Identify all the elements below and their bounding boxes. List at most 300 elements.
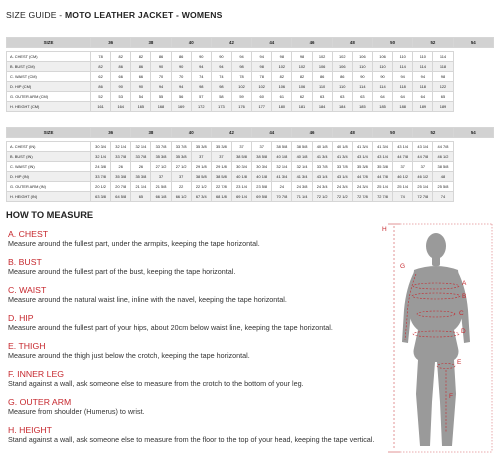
size-header-row [7, 38, 494, 48]
table-cell: 78 [252, 72, 272, 82]
label-c: C [459, 310, 464, 317]
label-e: E [457, 359, 462, 366]
table-cell: 106 [332, 62, 352, 72]
measure-item-height [8, 425, 380, 444]
row-label: C. WAIST (IN) [7, 162, 91, 172]
table-cell: 72 1/2 [312, 192, 332, 202]
table-cell: 90 [191, 52, 211, 62]
row-label: H. HEIGHT (CM) [7, 102, 91, 112]
size-table-cm [6, 37, 494, 112]
size-header-cell: 48 [332, 128, 372, 138]
table-cell: 40 1/8 [252, 172, 272, 182]
table-cell: 61 [272, 92, 292, 102]
table-cell: 35 3/8 [151, 152, 171, 162]
table-cell: 27 1/2 [171, 162, 191, 172]
row-label: B. BUST (IN) [7, 152, 91, 162]
table-cell: 30 3/4 [231, 162, 251, 172]
table-cell: 177 [252, 102, 272, 112]
table-cell: 24 3/4 [312, 182, 332, 192]
table-cell: 32 1/4 [131, 142, 151, 152]
measure-description: Measure around the fullest part of your hips, about 20cm below waist line, keeping the tape horizontal. [8, 323, 333, 332]
table-cell: 30 3/4 [252, 162, 272, 172]
table-cell: 46 1/2 [393, 172, 413, 182]
table-cell: 59 [231, 92, 251, 102]
table-cell: 82 [272, 72, 292, 82]
table-cell: 72 7/8 [372, 192, 392, 202]
table-cell: 20 1/2 [91, 182, 111, 192]
table-cell: 184 [332, 102, 352, 112]
table-cell: 74 [393, 192, 413, 202]
size-header-cell: 54 [453, 128, 493, 138]
table-cell: 37 [413, 162, 433, 172]
table-cell: 56 [171, 92, 191, 102]
table-cell: 110 [352, 62, 372, 72]
table-cell: 94 [171, 82, 191, 92]
table-cell: 102 [332, 52, 352, 62]
table-cell: 114 [413, 62, 433, 72]
table-cell: 118 [393, 82, 413, 92]
table-cell: 43 1/4 [372, 152, 392, 162]
table-cell: 172 [191, 102, 211, 112]
table-cell: 164 [111, 102, 131, 112]
table-cell: 114 [433, 52, 453, 62]
table-cell: 40 1/8 [312, 142, 332, 152]
table-row [7, 92, 494, 102]
table-cell: 48 [433, 172, 453, 182]
table-cell: 78 [231, 72, 251, 82]
table-cell: 66 [111, 72, 131, 82]
table-cell: 66 1/2 [171, 192, 191, 202]
measure-heading: D. HIP [8, 313, 34, 323]
table-cell: 72 1/2 [332, 192, 352, 202]
table-cell: 184 [312, 102, 332, 112]
table-cell: 176 [231, 102, 251, 112]
table-row [7, 72, 494, 82]
measure-heading: B. BUST [8, 257, 42, 267]
table-cell: 86 [111, 62, 131, 72]
measure-item-outer-arm [8, 397, 380, 416]
measure-item-thigh [8, 341, 380, 360]
size-header-cell: 50 [372, 38, 412, 48]
table-cell: 60 [252, 92, 272, 102]
table-cell: 82 [131, 52, 151, 62]
table-row [7, 172, 494, 182]
table-cell: 24 3/4 [352, 182, 372, 192]
measure-description: Measure from shoulder (Humerus) to wrist. [8, 407, 145, 416]
size-header-cell: 46 [292, 38, 332, 48]
table-cell: 110 [393, 52, 413, 62]
table-cell: 70 [151, 72, 171, 82]
table-cell: 169 [171, 102, 191, 112]
table-cell: 44 7/8 [372, 172, 392, 182]
table-cell: 35 3/8 [131, 172, 151, 182]
measure-description: Measure around the thigh just below the crotch, keeping the tape horizontal. [8, 351, 250, 360]
table-cell: 98 [292, 52, 312, 62]
table-cell: 62 [91, 72, 111, 82]
table-cell: 118 [433, 62, 453, 72]
table-cell: 37 [171, 172, 191, 182]
row-label: D. HIP (CM) [7, 82, 91, 92]
table-cell: 118 [413, 82, 433, 92]
table-cell: 110 [413, 52, 433, 62]
table-cell: 37 [252, 142, 272, 152]
table-cell: 25 1/4 [413, 182, 433, 192]
table-cell: 38 5/8 [231, 152, 251, 162]
table-cell: 189 [433, 102, 453, 112]
table-cell: 63 [352, 92, 372, 102]
table-cell: 35 3/8 [111, 172, 131, 182]
table-cell: 98 [211, 82, 231, 92]
measure-item-hip [8, 313, 380, 332]
table-cell: 180 [272, 102, 292, 112]
table-cell: 41 3/4 [292, 172, 312, 182]
size-header-cell: 46 [292, 128, 332, 138]
table-cell: 22 7/8 [211, 182, 231, 192]
table-row [7, 192, 494, 202]
table-cell: 90 [372, 72, 392, 82]
table-cell: 74 [211, 72, 231, 82]
table-cell: 41 3/4 [272, 172, 292, 182]
table-cell: 66 [131, 72, 151, 82]
table-cell: 110 [312, 82, 332, 92]
table-cell: 106 [352, 52, 372, 62]
measure-heading: A. CHEST [8, 229, 49, 239]
table-cell: 21 5/8 [151, 182, 171, 192]
table-cell: 74 [191, 72, 211, 82]
table-cell: 64 5/8 [111, 192, 131, 202]
table-row [7, 52, 494, 62]
table-cell: 43 1/4 [413, 142, 433, 152]
size-header-cell: 38 [131, 128, 171, 138]
table-cell: 62 [292, 92, 312, 102]
table-cell: 46 1/2 [413, 172, 433, 182]
table-cell: 69 1/4 [231, 192, 251, 202]
table-cell: 52 [91, 92, 111, 102]
table-cell: 37 [191, 152, 211, 162]
table-cell: 22 1/2 [191, 182, 211, 192]
table-cell: 63 3/8 [91, 192, 111, 202]
table-cell: 67 3/4 [191, 192, 211, 202]
table-cell: 44 7/8 [433, 142, 453, 152]
table-cell: 188 [393, 102, 413, 112]
table-cell: 33 7/8 [111, 152, 131, 162]
title-main: MOTO LEATHER JACKET - WOMENS [64, 10, 223, 20]
table-cell: 94 [413, 72, 433, 82]
measure-heading: H. HEIGHT [8, 425, 52, 435]
table-cell: 32 1/4 [91, 152, 111, 162]
table-cell: 41 3/4 [352, 142, 372, 152]
size-header-cell: 52 [413, 38, 453, 48]
table-cell: 114 [372, 82, 392, 92]
row-label: H. HEIGHT (IN) [7, 192, 91, 202]
table-cell: 173 [211, 102, 231, 112]
how-to-measure-title: HOW TO MEASURE [6, 210, 94, 220]
table-row [7, 182, 494, 192]
size-header-cell: 40 [171, 128, 211, 138]
table-cell: 78 [91, 52, 111, 62]
table-cell: 26 [111, 162, 131, 172]
table-cell: 102 [252, 82, 272, 92]
table-cell: 90 [151, 62, 171, 72]
table-cell: 35 3/8 [191, 142, 211, 152]
label-f: F [449, 393, 453, 400]
table-cell: 82 [111, 52, 131, 62]
page-title [6, 10, 223, 20]
label-a: A [462, 280, 467, 287]
measure-item-waist [8, 285, 380, 304]
table-cell: 35 3/8 [211, 142, 231, 152]
size-header-cell: 44 [252, 128, 292, 138]
table-cell: 90 [352, 72, 372, 82]
label-h: H [382, 226, 387, 233]
table-cell: 57 [191, 92, 211, 102]
table-cell: 24 [272, 182, 292, 192]
table-cell: 33 7/8 [131, 152, 151, 162]
table-cell: 24 3/8 [292, 182, 312, 192]
table-cell: 94 [191, 62, 211, 72]
table-cell: 161 [91, 102, 111, 112]
table-cell: 65 [433, 92, 453, 102]
table-cell: 26 [131, 162, 151, 172]
table-cell: 86 [312, 72, 332, 82]
table-cell: 114 [393, 62, 413, 72]
table-row [7, 82, 494, 92]
table-cell: 32 1/4 [292, 162, 312, 172]
table-cell: 63 [312, 92, 332, 102]
body-silhouette [402, 233, 470, 446]
table-cell: 68 1/8 [211, 192, 231, 202]
table-cell: 41 3/4 [372, 142, 392, 152]
table-cell: 69 5/8 [252, 192, 272, 202]
row-label: A. CHEST (IN) [7, 142, 91, 152]
table-cell: 38 5/8 [252, 152, 272, 162]
table-cell: 54 [131, 92, 151, 102]
table-cell: 86 [91, 82, 111, 92]
table-cell: 38 5/8 [433, 162, 453, 172]
table-cell: 58 [211, 92, 231, 102]
table-cell: 98 [231, 62, 251, 72]
table-cell: 106 [372, 52, 392, 62]
table-cell: 98 [433, 72, 453, 82]
table-cell: 38 5/8 [272, 142, 292, 152]
table-cell: 94 [393, 72, 413, 82]
row-label: A. CHEST (CM) [7, 52, 91, 62]
table-cell: 90 [111, 82, 131, 92]
measure-description: Measure around the natural waist line, inline with the navel, keeping the tape horizontal. [8, 295, 287, 304]
measure-heading: F. INNER LEG [8, 369, 64, 379]
table-cell: 43 1/4 [393, 142, 413, 152]
table-cell: 55 [151, 92, 171, 102]
table-cell: 86 [171, 52, 191, 62]
measure-description: Stand against a wall, ask someone else to measure from the floor to the top of your head, keeping the tape vertical. [8, 435, 375, 444]
table-cell: 94 [231, 52, 251, 62]
table-cell: 44 7/8 [413, 152, 433, 162]
table-cell: 44 7/8 [393, 152, 413, 162]
label-b: B [462, 293, 467, 300]
table-cell: 94 [151, 82, 171, 92]
size-header-cell: 36 [91, 128, 131, 138]
table-cell: 43 1/4 [352, 152, 372, 162]
table-cell: 86 [151, 52, 171, 62]
table-cell: 65 [131, 192, 151, 202]
table-cell: 40 1/8 [292, 152, 312, 162]
table-cell: 90 [171, 62, 191, 72]
table-cell: 110 [332, 82, 352, 92]
table-cell: 35 3/8 [171, 152, 191, 162]
table-cell: 33 7/8 [332, 162, 352, 172]
table-cell: 33 7/8 [151, 142, 171, 152]
size-header-cell: 40 [171, 38, 211, 48]
table-cell: 165 [131, 102, 151, 112]
table-cell: 40 1/8 [231, 172, 251, 182]
table-cell: 63 [332, 92, 352, 102]
size-header-cell: 36 [91, 38, 131, 48]
table-cell: 33 7/8 [312, 162, 332, 172]
table-row [7, 162, 494, 172]
table-cell: 46 1/2 [433, 152, 453, 162]
table-cell: 90 [131, 82, 151, 92]
table-cell: 37 [151, 172, 171, 182]
table-cell: 106 [292, 82, 312, 92]
table-cell: 38 5/8 [292, 142, 312, 152]
size-header-cell: 52 [413, 128, 453, 138]
table-cell: 29 1/8 [211, 162, 231, 172]
table-cell: 24 3/8 [91, 162, 111, 172]
table-row [7, 102, 494, 112]
measure-item-inner-leg [8, 369, 380, 388]
table-cell: 71 1/4 [292, 192, 312, 202]
table-cell: 82 [292, 72, 312, 82]
table-cell: 122 [433, 82, 453, 92]
table-cell: 40 1/8 [332, 142, 352, 152]
table-cell: 70 7/8 [272, 192, 292, 202]
table-cell: 82 [91, 62, 111, 72]
table-cell: 25 1/4 [393, 182, 413, 192]
table-cell: 74 [433, 192, 453, 202]
table-cell: 35 3/8 [352, 162, 372, 172]
table-cell: 102 [272, 62, 292, 72]
table-cell: 168 [151, 102, 171, 112]
size-header-label: SIZE [7, 128, 91, 138]
table-cell: 185 [352, 102, 372, 112]
measure-heading: E. THIGH [8, 341, 46, 351]
measure-heading: C. WAIST [8, 285, 47, 295]
table-cell: 98 [272, 52, 292, 62]
label-d: D [461, 328, 466, 335]
table-cell: 25 1/4 [372, 182, 392, 192]
table-cell: 21 1/4 [131, 182, 151, 192]
table-cell: 64 [413, 92, 433, 102]
table-cell: 25 5/8 [433, 182, 453, 192]
measure-description: Stand against a wall, ask someone else to measure from the crotch to the bottom of your leg. [8, 379, 304, 388]
row-label: C. WAIST (CM) [7, 72, 91, 82]
table-cell: 24 3/4 [332, 182, 352, 192]
table-cell: 94 [252, 52, 272, 62]
table-cell: 41 3/4 [312, 152, 332, 162]
size-header-cell: 50 [372, 128, 412, 138]
table-cell: 37 [211, 152, 231, 162]
measure-item-chest [8, 229, 380, 248]
table-cell: 102 [231, 82, 251, 92]
table-cell: 27 1/2 [151, 162, 171, 172]
row-label: D. HIP (IN) [7, 172, 91, 182]
table-cell: 72 7/8 [352, 192, 372, 202]
table-row [7, 142, 494, 152]
table-cell: 43 1/4 [312, 172, 332, 182]
size-header-cell: 42 [211, 38, 251, 48]
table-cell: 106 [272, 82, 292, 92]
table-cell: 70 [171, 72, 191, 82]
table-row [7, 62, 494, 72]
size-header-cell: 44 [252, 38, 292, 48]
label-g: G [400, 263, 406, 270]
table-cell: 185 [372, 102, 392, 112]
table-cell: 37 [231, 142, 251, 152]
size-header-cell: 54 [453, 38, 493, 48]
row-label: G. OUTER ARM (CM) [7, 92, 91, 102]
table-cell: 66 1/8 [151, 192, 171, 202]
table-cell: 114 [352, 82, 372, 92]
table-cell: 106 [312, 62, 332, 72]
table-cell: 94 [211, 62, 231, 72]
table-cell: 33 7/8 [91, 172, 111, 182]
size-header-cell: 42 [211, 128, 251, 138]
table-cell: 29 1/8 [191, 162, 211, 172]
table-cell: 38 5/8 [191, 172, 211, 182]
table-cell: 32 1/4 [111, 142, 131, 152]
table-cell: 102 [292, 62, 312, 72]
table-cell: 32 1/4 [272, 162, 292, 172]
table-cell: 110 [372, 62, 392, 72]
table-cell: 102 [312, 52, 332, 62]
measure-item-bust [8, 257, 380, 276]
size-header-cell: 48 [332, 38, 372, 48]
table-cell: 23 1/4 [231, 182, 251, 192]
table-cell: 44 7/8 [352, 172, 372, 182]
table-cell: 181 [292, 102, 312, 112]
table-cell: 86 [332, 72, 352, 82]
row-label: G. OUTER ARM (IN) [7, 182, 91, 192]
size-table-in [6, 127, 494, 202]
measure-description: Measure around the fullest part of the bust, keeping the tape horizontal. [8, 267, 236, 276]
table-cell: 41 3/4 [332, 152, 352, 162]
table-cell: 33 7/8 [171, 142, 191, 152]
size-header-row [7, 128, 494, 138]
table-row [7, 152, 494, 162]
table-cell: 98 [252, 62, 272, 72]
table-cell: 23 5/8 [252, 182, 272, 192]
table-cell: 38 5/8 [211, 172, 231, 182]
table-cell: 72 7/8 [413, 192, 433, 202]
table-cell: 64 [393, 92, 413, 102]
table-cell: 35 3/8 [372, 162, 392, 172]
table-cell: 86 [131, 62, 151, 72]
size-header-cell: 38 [131, 38, 171, 48]
measure-description: Measure around the fullest part, under the armpits, keeping the tape horizontal. [8, 239, 260, 248]
body-measurement-figure [380, 218, 496, 456]
table-cell: 37 [393, 162, 413, 172]
table-cell: 90 [211, 52, 231, 62]
table-cell: 22 [171, 182, 191, 192]
table-cell: 98 [191, 82, 211, 92]
table-cell: 43 1/4 [332, 172, 352, 182]
table-cell: 20 7/8 [111, 182, 131, 192]
row-label: B. BUST (CM) [7, 62, 91, 72]
table-cell: 189 [413, 102, 433, 112]
title-prefix: SIZE GUIDE - [6, 10, 65, 20]
table-cell: 53 [111, 92, 131, 102]
measure-heading: G. OUTER ARM [8, 397, 72, 407]
